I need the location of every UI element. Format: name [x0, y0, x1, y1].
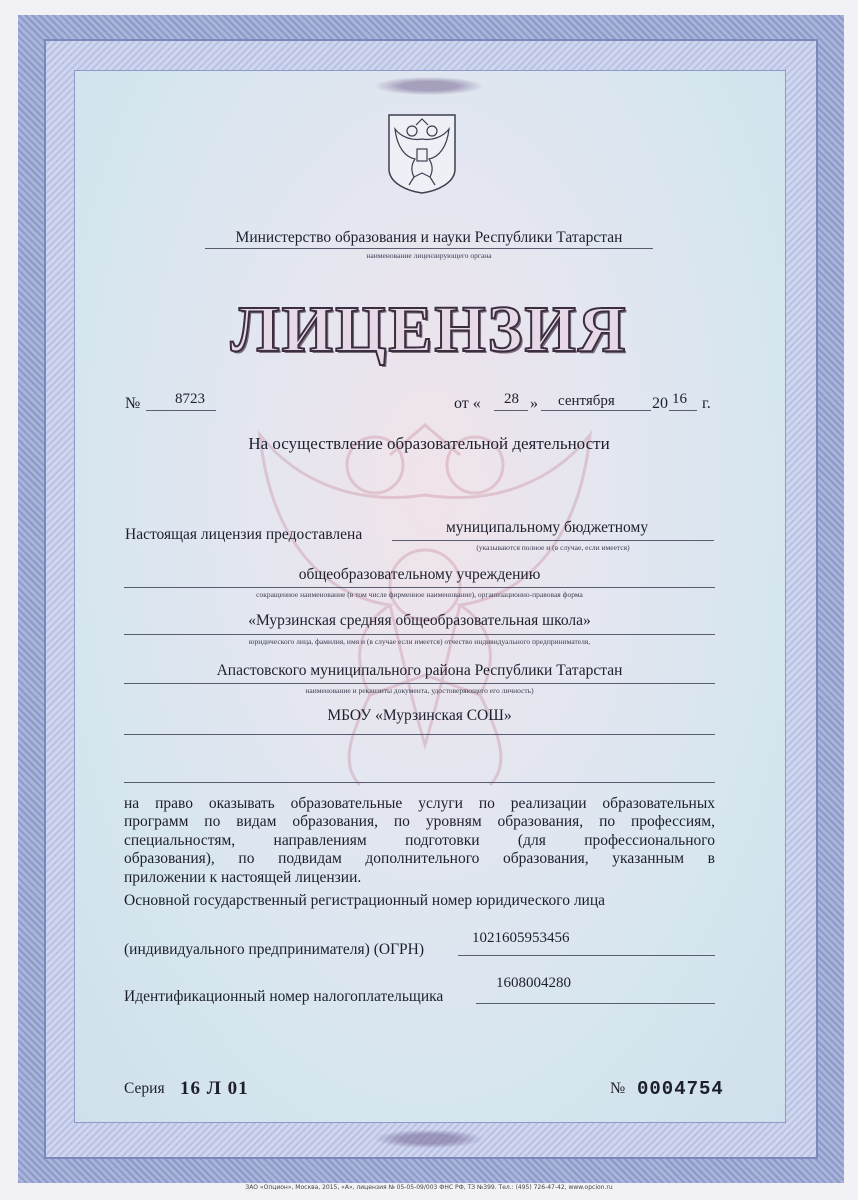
series-label: Серия [124, 1080, 165, 1097]
license-number-label: № [125, 395, 141, 412]
licensing-authority-name: Министерство образования и науки Республики Татарстан [235, 229, 623, 246]
license-purpose: На осуществление образовательной деятельности [248, 434, 610, 453]
blank-number-value: 0004754 [637, 1078, 724, 1100]
authority-underline [205, 248, 653, 249]
licensing-authority-caption: наименование лицензирующего органа [366, 251, 492, 260]
granted-caption-1: (указываются полное и (в случае, если имеется) [476, 543, 630, 552]
printer-footer: ЗАО «Опцион», Москва, 2015, «А», лицензия № 05-05-09/003 ФНС РФ, ТЗ №399. Тел.: (495) 726-47-42, www.opcion.ru [245, 1184, 613, 1191]
granted-caption-4: наименование и реквизиты документа, удостоверяющего его личность) [305, 686, 534, 695]
granted-line-5: МБОУ «Мурзинская СОШ» [327, 707, 512, 724]
granted-underline-2 [124, 587, 715, 588]
granted-underline-3 [124, 634, 715, 635]
ogrn-label-2: (индивидуального предпринимателя) (ОГРН) [124, 941, 425, 958]
date-day: 28 [504, 391, 519, 407]
granted-label: Настоящая лицензия предоставлена [125, 526, 363, 543]
rights-paragraph [124, 795, 715, 887]
granted-line-3: «Мурзинская средняя общеобразовательная школа» [248, 612, 591, 629]
rights-line-5: приложении к настоящей лицензии. [124, 868, 362, 886]
top-ornament [364, 75, 494, 97]
date-month-underline [541, 410, 651, 411]
coat-of-arms-icon [387, 113, 457, 195]
rights-line-4: образования), по подвидам дополнительного образования, указанным в [124, 850, 715, 868]
date-day-underline [494, 410, 528, 411]
date-year-prefix: 20 [652, 395, 668, 412]
date-year-unit: г. [702, 395, 711, 412]
rights-line-2: программ по видам образования, по уровням образования, по профессиям, [124, 813, 715, 831]
granted-underline-6 [124, 782, 715, 783]
ogrn-underline [458, 955, 715, 956]
granted-underline-4 [124, 683, 715, 684]
date-year-suffix: 16 [672, 391, 687, 407]
granted-underline-1 [392, 540, 714, 541]
document-title: ЛИЦЕНЗИЯ [230, 293, 628, 366]
ogrn-label-1: Основной государственный регистрационный номер юридического лица [124, 892, 606, 909]
date-prefix: от « [454, 395, 481, 412]
inn-value: 1608004280 [496, 975, 571, 991]
license-number: 8723 [175, 391, 205, 407]
blank-number-label: № [610, 1080, 626, 1097]
granted-caption-2: сокращенное наименование (в том числе фирменное наименование), организационно-правовая форма [256, 590, 583, 599]
rights-line-1: на право оказывать образовательные услуги по реализации образовательных [124, 795, 715, 812]
series-value: 16 Л 01 [180, 1078, 249, 1099]
ogrn-value: 1021605953456 [472, 930, 570, 946]
date-year-underline [669, 410, 697, 411]
granted-line-1: муниципальному бюджетному [446, 519, 649, 536]
granted-caption-3: юридического лица, фамилия, имя и (в случае если имеется) отчество индивидуального предпринимателя, [248, 637, 591, 646]
granted-line-2: общеобразовательному учреждению [298, 566, 541, 583]
license-number-underline [146, 410, 216, 411]
date-mid: » [530, 395, 538, 412]
inn-underline [476, 1003, 715, 1004]
date-month: сентября [558, 393, 615, 409]
inn-label: Идентификационный номер налогоплательщика [124, 988, 444, 1005]
granted-line-4: Апастовского муниципального района Республики Татарстан [216, 662, 623, 679]
granted-underline-5 [124, 734, 715, 735]
rights-line-3: специальностям, направлениям подготовки (для профессионального [124, 831, 715, 849]
bottom-ornament [364, 1128, 494, 1150]
